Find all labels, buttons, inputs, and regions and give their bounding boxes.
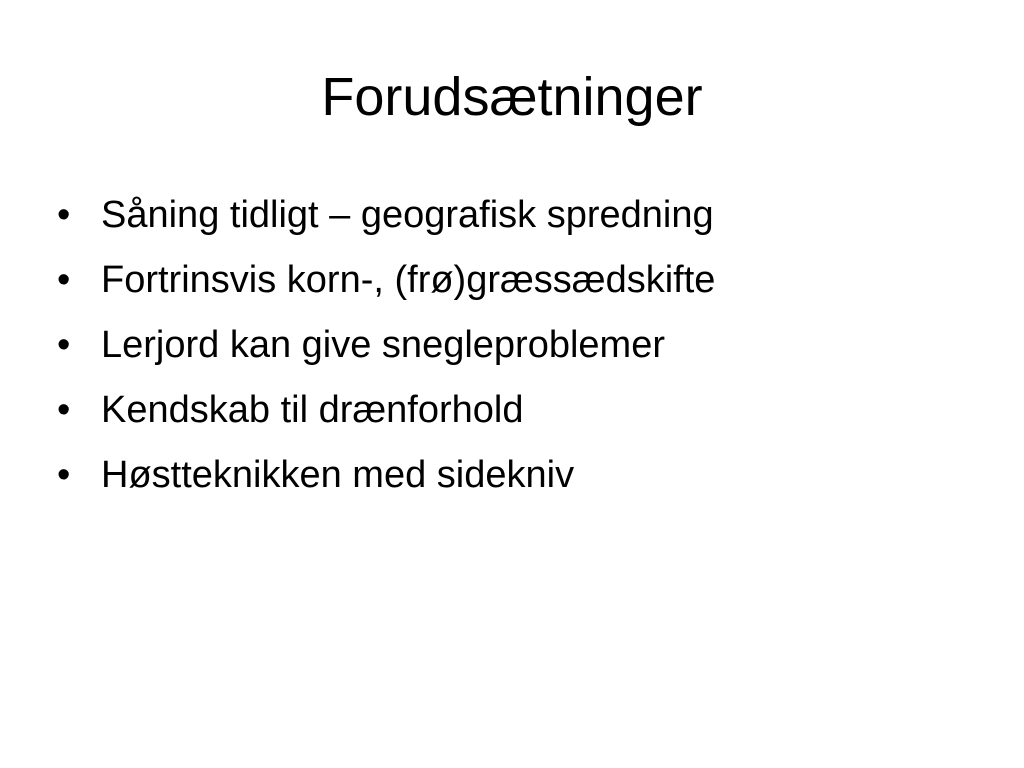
list-item: [57, 183, 715, 248]
bullet-list: [57, 183, 715, 508]
bullet-icon: •: [57, 454, 71, 496]
slide-title: Forudsætninger: [321, 67, 703, 127]
list-item: [57, 378, 715, 443]
bullet-text: Såning tidligt – geografisk spredning: [101, 194, 714, 236]
bullet-text: Høstteknikken med sidekniv: [101, 454, 575, 496]
list-item: [57, 248, 715, 313]
bullet-text: Kendskab til drænforhold: [101, 389, 524, 431]
bullet-text: Fortrinsvis korn-, (frø)græssædskifte: [101, 259, 716, 301]
bullet-icon: •: [57, 259, 71, 301]
bullet-text: Lerjord kan give snegleproblemer: [101, 324, 665, 366]
bullet-icon: •: [57, 324, 71, 366]
list-item: [57, 443, 715, 508]
bullet-icon: •: [57, 389, 71, 431]
list-item: [57, 313, 715, 378]
bullet-icon: •: [57, 194, 71, 236]
